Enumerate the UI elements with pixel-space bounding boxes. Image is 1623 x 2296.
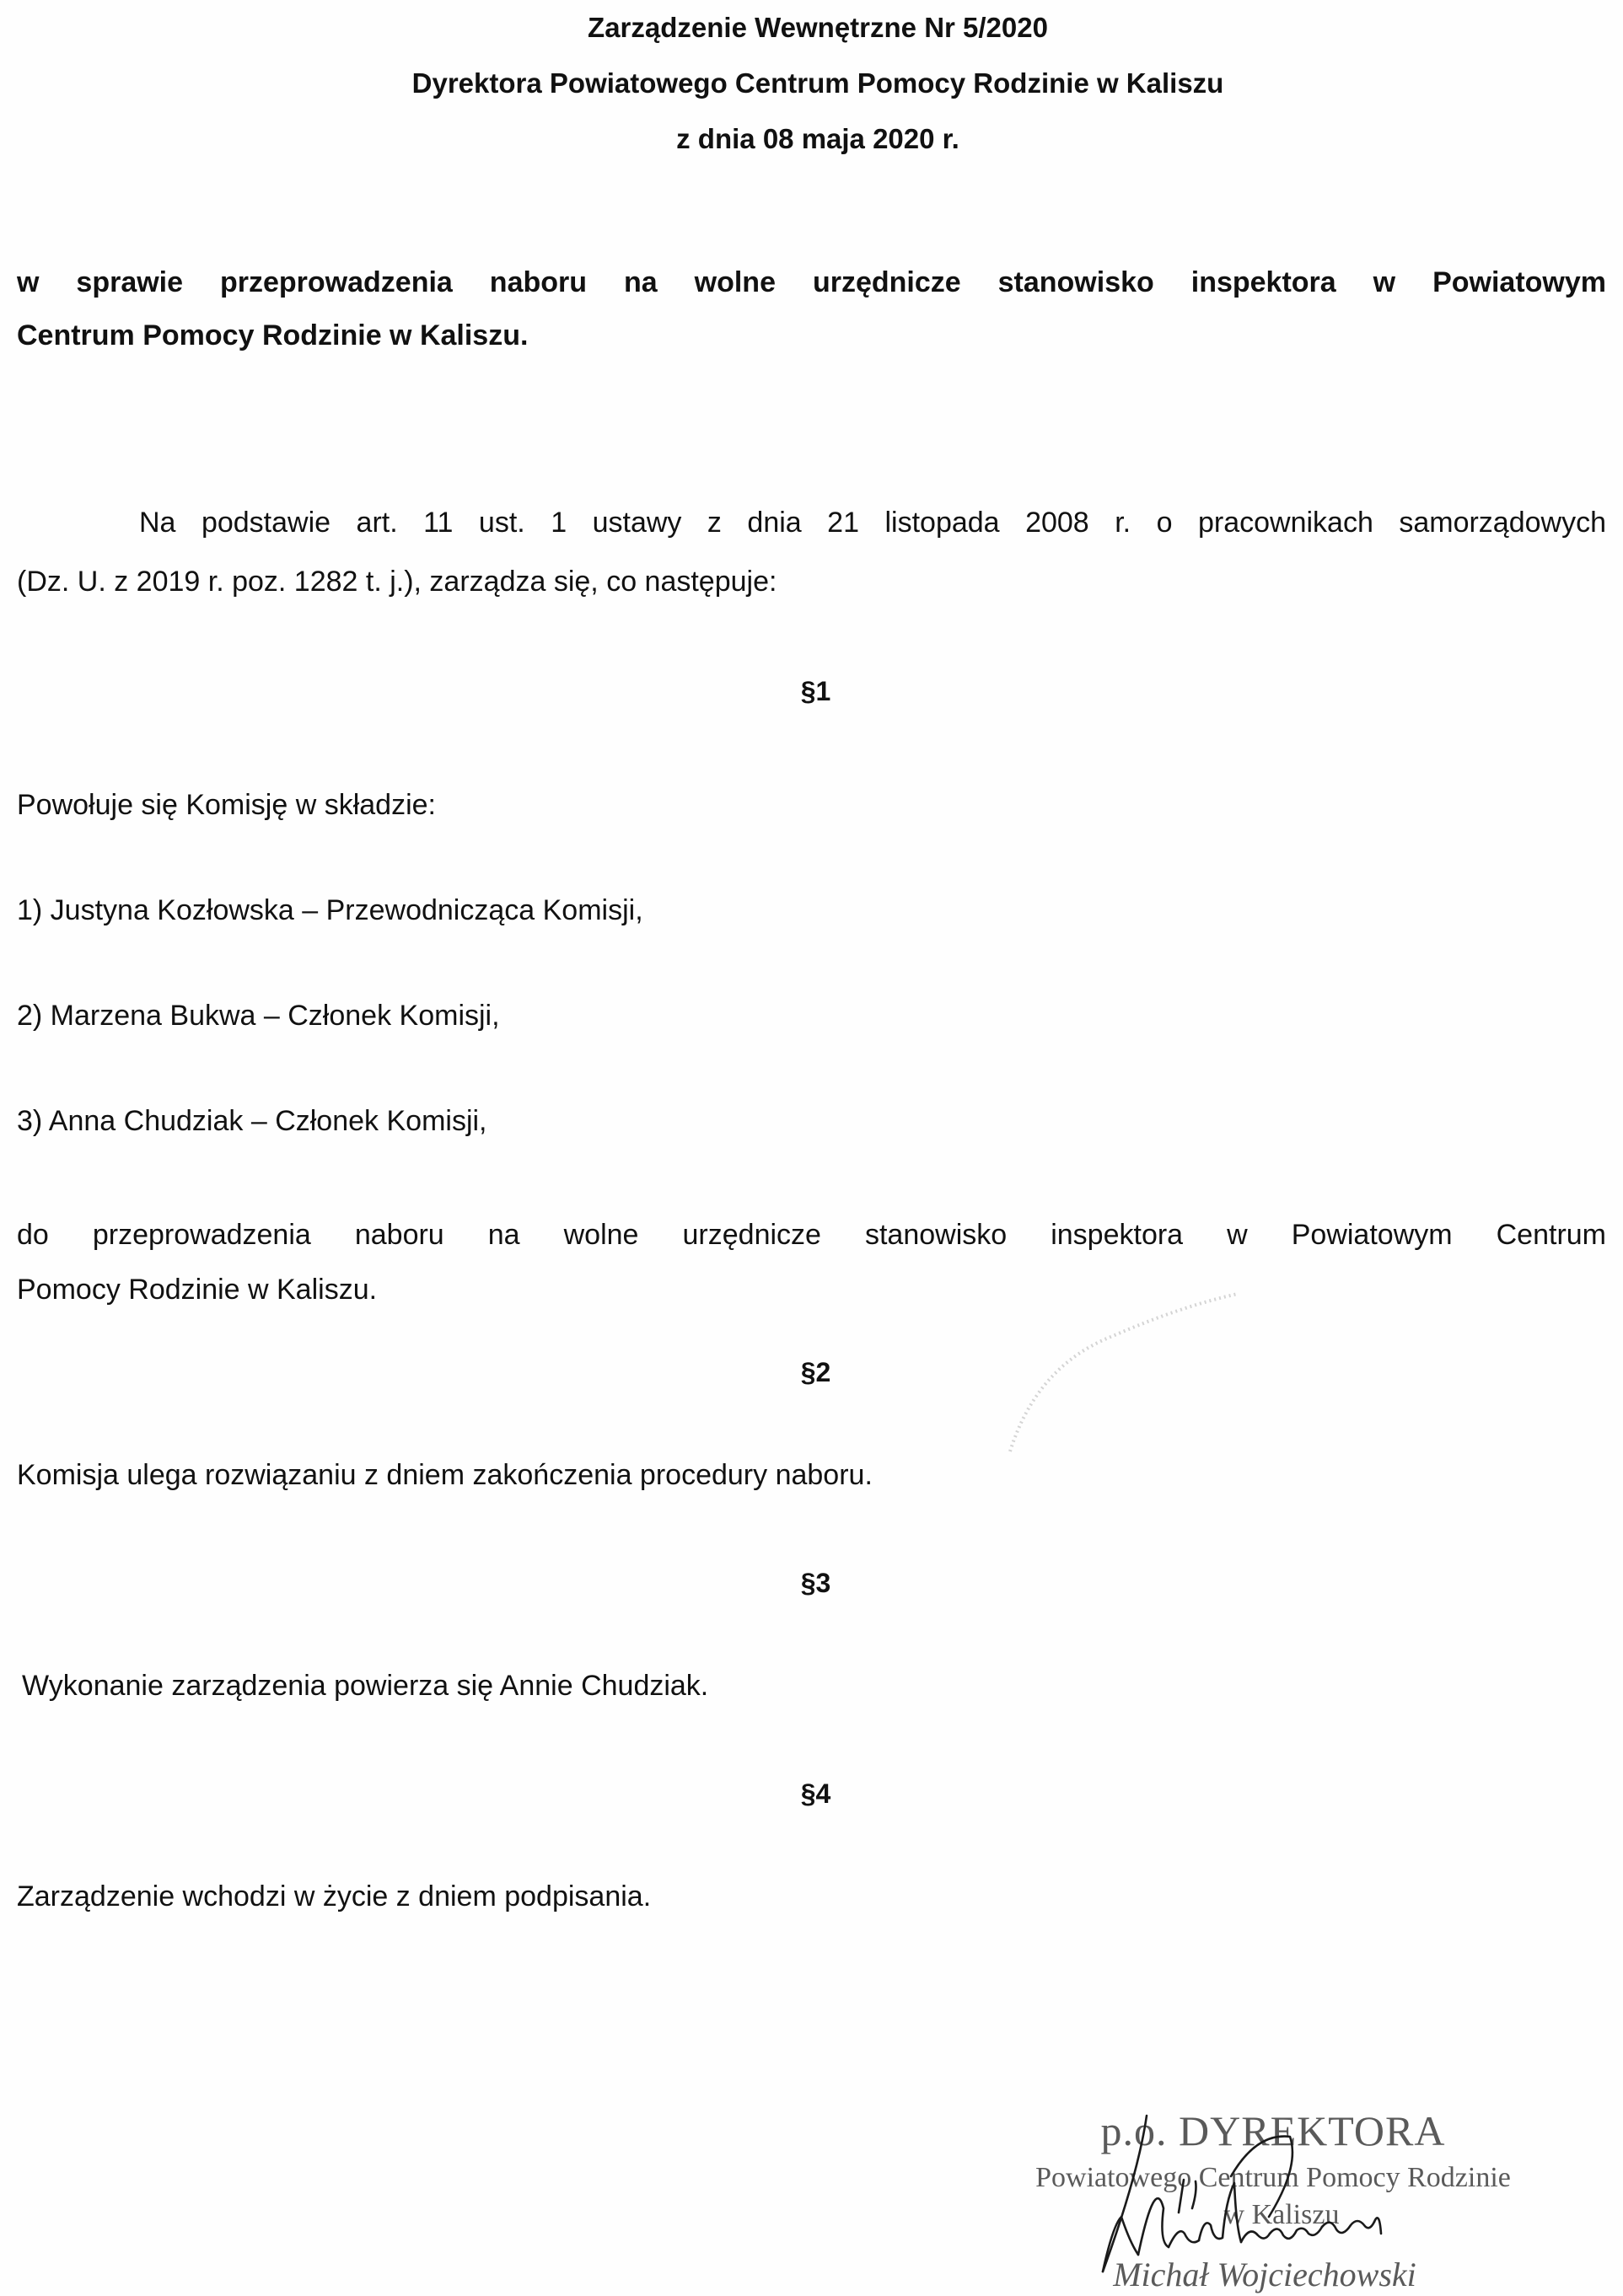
section-1-label: §1 [800,676,831,706]
stamp-city: w Kaliszu [1223,2199,1340,2230]
stamp-title: p.o. DYREKTORA [1100,2107,1446,2154]
stamp-name: Michał Wojciechowski [1113,2256,1416,2293]
section-2-label: §2 [800,1357,831,1387]
subject-line-1: w sprawie przeprowadzenia naboru na wolne urzędnicze stanowisko inspektora w Powiatowym [17,266,1606,298]
section-3-text: Wykonanie zarządzenia powierza się Annie Chudziak. [22,1670,709,1702]
document-issuer: Dyrektora Powiatowego Centrum Pomocy Rodzinie w Kaliszu [411,67,1224,99]
section-3-label: §3 [800,1568,831,1598]
section-4-text: Zarządzenie wchodzi w życie z dniem podpisania. [17,1880,652,1912]
stamp-organization: Powiatowego Centrum Pomocy Rodzinie [1035,2162,1511,2193]
committee-member: 2) Marzena Bukwa – Członek Komisji, [17,1000,500,1032]
preamble-line-1: Na podstawie art. 11 ust. 1 ustawy z dnia 21 listopada 2008 r. o pracownikach samorządowych [139,507,1606,539]
document-title: Zarządzenie Wewnętrzne Nr 5/2020 [588,12,1048,43]
preamble-line-2: (Dz. U. z 2019 r. poz. 1282 t. j.), zarządza się, co następuje: [17,566,777,598]
subject-line-2: Centrum Pomocy Rodzinie w Kaliszu. [17,319,529,351]
document-date: z dnia 08 maja 2020 r. [676,123,959,154]
committee-member: 3) Anna Chudziak – Członek Komisji, [17,1105,487,1137]
committee-member: 1) Justyna Kozłowska – Przewodnicząca Komisji, [17,894,643,926]
director-stamp [1012,2099,1534,2296]
section-1-purpose-line-2: Pomocy Rodzinie w Kaliszu. [17,1274,378,1306]
section-1-purpose-line-1: do przeprowadzenia naboru na wolne urzędnicze stanowisko inspektora w Powiatowym Centrum [17,1219,1606,1251]
section-1-intro: Powołuje się Komisję w składzie: [17,789,436,821]
section-2-text: Komisja ulega rozwiązaniu z dniem zakończenia procedury naboru. [17,1459,873,1491]
section-4-label: §4 [800,1778,831,1809]
